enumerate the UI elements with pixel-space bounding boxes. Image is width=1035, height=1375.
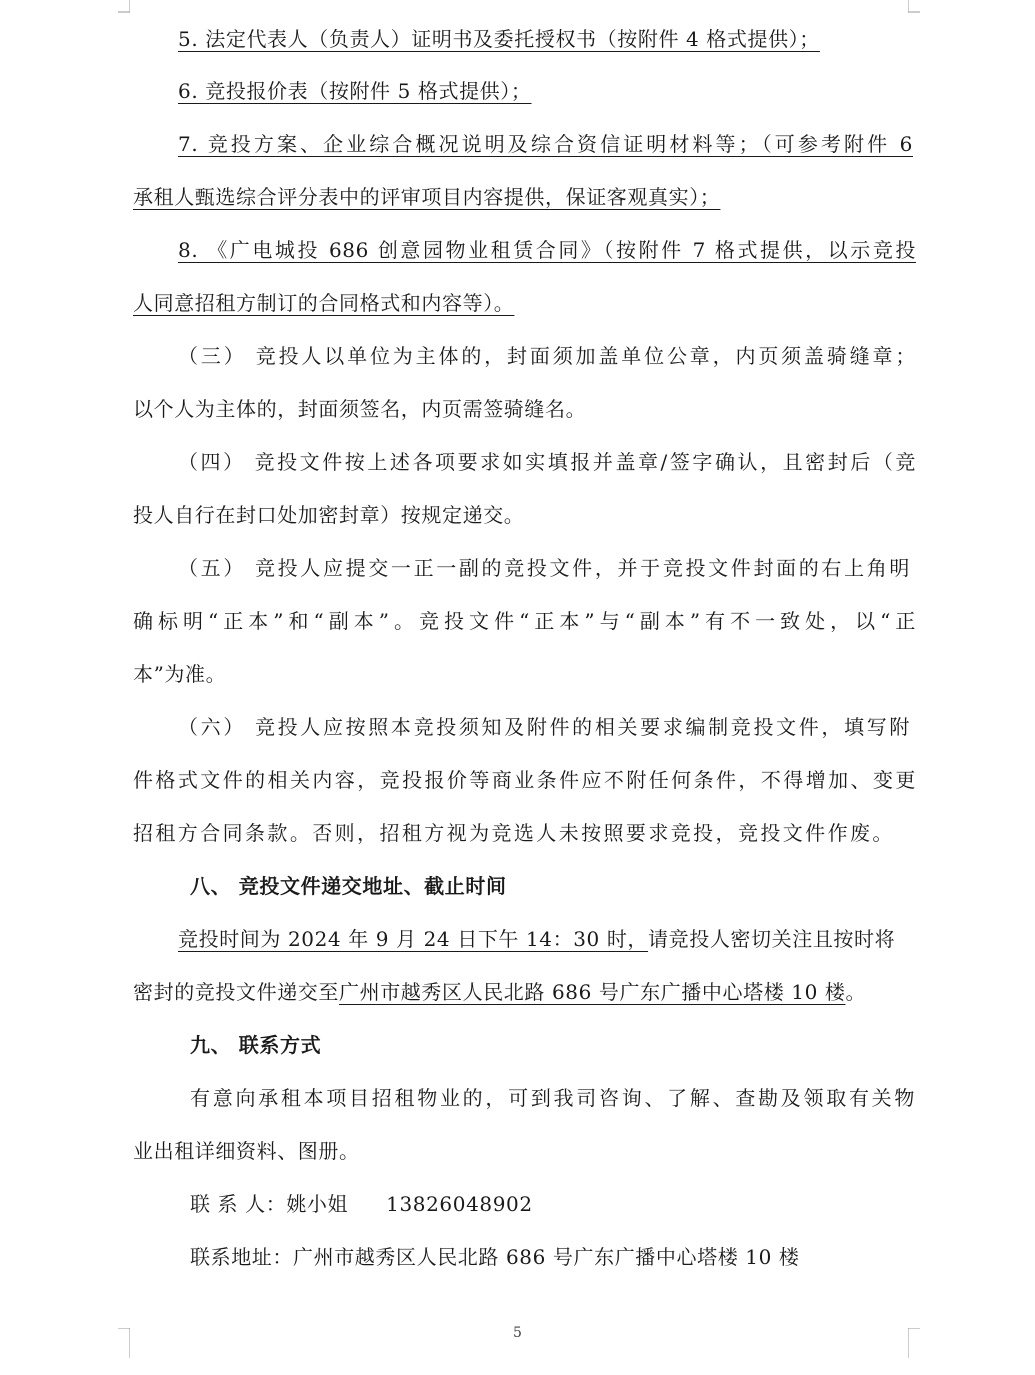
- clause-3-line-2: 以个人为主体的，封面须签名，内页需签骑缝名。: [133, 397, 587, 421]
- submission-address: 广州市越秀区人民北路 686 号广东广播中心塔楼 10 楼: [339, 980, 846, 1004]
- page-number: 5: [513, 1325, 522, 1341]
- contact-address: 联系地址：广州市越秀区人民北路 686 号广东广播中心塔楼 10 楼: [190, 1245, 800, 1269]
- clause-6-line-3: 招租方合同条款。否则，招租方视为竞选人未按照要求竞投，竞投文件作废。: [133, 821, 893, 845]
- item-7-line-2: 承租人甄选综合评分表中的评审项目内容提供，保证客观真实）；: [133, 185, 721, 209]
- contact-phone: 13826048902: [386, 1192, 533, 1216]
- clause-3-line-1: （三） 竞投人以单位为主体的，封面须加盖单位公章，内页须盖骑缝章；: [178, 344, 916, 368]
- item-6: 6. 竞投报价表（按附件 5 格式提供）；: [178, 79, 532, 103]
- crop-mark-top-left: [100, 0, 130, 30]
- section-9-line-1: 有意向承租本项目招租物业的，可到我司咨询、了解、查勘及领取有关物: [190, 1086, 915, 1110]
- clause-4-line-1: （四） 竞投文件按上述各项要求如实填报并盖章/签字确认，且密封后（竞: [178, 450, 916, 474]
- contact-person: 联 系 人：姚小姐 13826048902: [190, 1192, 533, 1216]
- clause-5-line-1: （五） 竞投人应提交一正一副的竞投文件，并于竞投文件封面的右上角明: [178, 556, 910, 580]
- item-7-line-1: 7. 竞投方案、企业综合概况说明及综合资信证明材料等；（可参考附件 6: [178, 132, 913, 156]
- clause-4-line-2: 投人自行在封口处加密封章）按规定递交。: [133, 503, 525, 527]
- item-8-line-2: 人同意招租方制订的合同格式和内容等）。: [133, 291, 515, 315]
- clause-5-line-2: 确标明“正本”和“副本”。竞投文件“正本”与“副本”有不一致处，以“正: [133, 609, 916, 633]
- clause-5-line-3: 本”为准。: [133, 662, 227, 686]
- section-8-heading: 八、 竞投文件递交地址、截止时间: [190, 874, 507, 898]
- section-9-line-2: 业出租详细资料、图册。: [133, 1139, 360, 1163]
- clause-6-line-1: （六） 竞投人应按照本竞投须知及附件的相关要求编制竞投文件，填写附: [178, 715, 910, 739]
- clause-6-line-2: 件格式文件的相关内容，竞投报价等商业条件应不附任何条件，不得增加、变更: [133, 768, 916, 792]
- section-8-line-1: 竞投时间为 2024 年 9 月 24 日下午 14：30 时，请竞投人密切关注且按时将: [178, 927, 896, 951]
- section-8-line-2: 密封的竞投文件递交至广州市越秀区人民北路 686 号广东广播中心塔楼 10 楼。: [133, 980, 867, 1004]
- section-9-heading: 九、 联系方式: [190, 1033, 322, 1057]
- item-5: 5. 法定代表人（负责人）证明书及委托授权书（按附件 4 格式提供）；: [178, 27, 820, 51]
- item-8-line-1: 8. 《广电城投 686 创意园物业租赁合同》（按附件 7 格式提供，以示竞投: [178, 238, 916, 262]
